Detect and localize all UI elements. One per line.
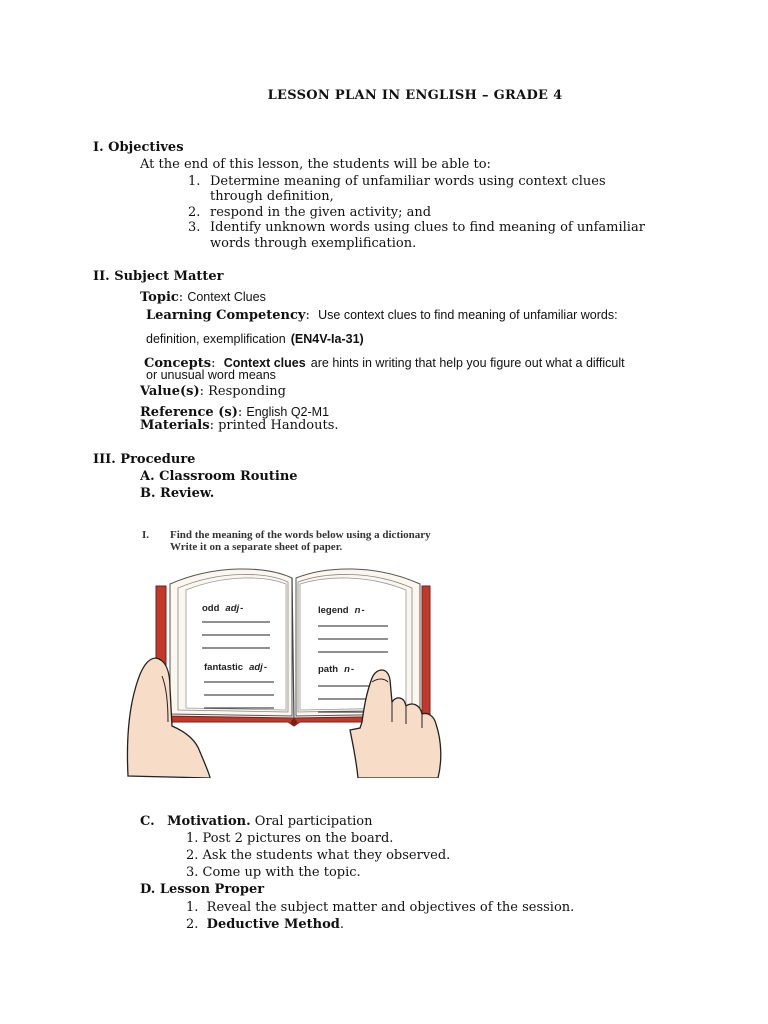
competency-row: Learning Competency: Use context clues to find meaning of unfamiliar words: xyxy=(146,308,618,323)
reference-label: Reference (s) xyxy=(140,405,238,420)
reference-value: English Q2-M1 xyxy=(246,405,330,419)
materials-label: Materials xyxy=(140,418,210,433)
objective-2-num: 2. xyxy=(188,205,201,220)
procedure-b: B. Review. xyxy=(140,486,215,501)
objectives-intro: At the end of this lesson, the students will be able to: xyxy=(140,157,491,172)
competency-label: Learning Competency xyxy=(146,308,306,323)
review-figure xyxy=(126,526,462,778)
objective-1-num: 1. xyxy=(188,174,201,189)
figure-instruction-2: Write it on a separate sheet of paper. xyxy=(170,541,343,553)
word-legend: legend n- xyxy=(318,605,365,616)
motivation-item-3: 3. Come up with the topic. xyxy=(186,865,361,880)
values-row: Value(s): Responding xyxy=(140,384,286,399)
objectives-heading: I. Objectives xyxy=(93,140,184,155)
subject-matter-heading: II. Subject Matter xyxy=(93,269,224,284)
word-fantastic: fantastic adj- xyxy=(204,662,267,673)
values-value: Responding xyxy=(208,384,286,399)
procedure-a: A. Classroom Routine xyxy=(140,469,298,484)
objective-2-line1: respond in the given activity; and xyxy=(210,205,432,220)
competency-value: Use context clues to find meaning of unfamiliar words: xyxy=(318,308,618,322)
objective-3-line2: words through exemplification. xyxy=(210,236,417,251)
topic-row: Topic: Context Clues xyxy=(140,290,266,305)
word-path: path n- xyxy=(318,664,355,675)
word-odd: odd adj- xyxy=(202,603,244,614)
concepts-label: Concepts xyxy=(144,356,212,371)
concepts-term: Context clues xyxy=(223,356,306,370)
concepts-row: Concepts: Context clues are hints in writing that help you figure out what a difficult xyxy=(144,356,625,371)
lesson-proper-item-2: 2. Deductive Method. xyxy=(186,917,344,932)
page-title: LESSON PLAN IN ENGLISH – GRADE 4 xyxy=(267,88,563,103)
competency-row-2 xyxy=(146,328,364,347)
procedure-heading: III. Procedure xyxy=(93,452,196,467)
objective-1-line1: Determine meaning of unfamiliar words using context clues xyxy=(210,174,606,189)
reference-row: Reference (s): English Q2-M1 xyxy=(140,405,330,420)
topic-value: Context Clues xyxy=(187,290,266,304)
open-book-illustration xyxy=(126,526,462,778)
values-label: Value(s) xyxy=(140,384,200,399)
concepts-line2: or unusual word means xyxy=(146,368,276,382)
motivation-item-2: 2. Ask the students what they observed. xyxy=(186,848,451,863)
motivation-row xyxy=(140,814,372,829)
objective-3-num: 3. xyxy=(188,220,201,235)
objective-1-line2: through definition, xyxy=(210,189,334,204)
lesson-proper-heading: D. Lesson Proper xyxy=(140,882,265,897)
figure-number: I. xyxy=(142,529,150,541)
motivation-text: Oral participation xyxy=(254,814,373,829)
objective-3-line1: Identify unknown words using clues to find meaning of unfamiliar xyxy=(210,220,645,235)
motivation-item-1: 1. Post 2 pictures on the board. xyxy=(186,831,394,846)
competency-code: (EN4V-Ia-31) xyxy=(290,332,364,346)
motivation-letter: C. xyxy=(140,814,155,829)
lesson-proper-item-1: 1. Reveal the subject matter and objectives of the session. xyxy=(186,900,575,915)
competency-line2: definition, exemplification xyxy=(146,332,286,346)
figure-instruction-1: Find the meaning of the words below using a dictionary xyxy=(170,529,431,541)
materials-value: printed Handouts. xyxy=(218,418,339,433)
motivation-title: Motivation. xyxy=(167,814,251,829)
topic-label: Topic xyxy=(140,290,179,305)
concepts-text: are hints in writing that help you figure out what a difficult xyxy=(310,356,625,370)
materials-row: Materials: printed Handouts. xyxy=(140,418,339,433)
